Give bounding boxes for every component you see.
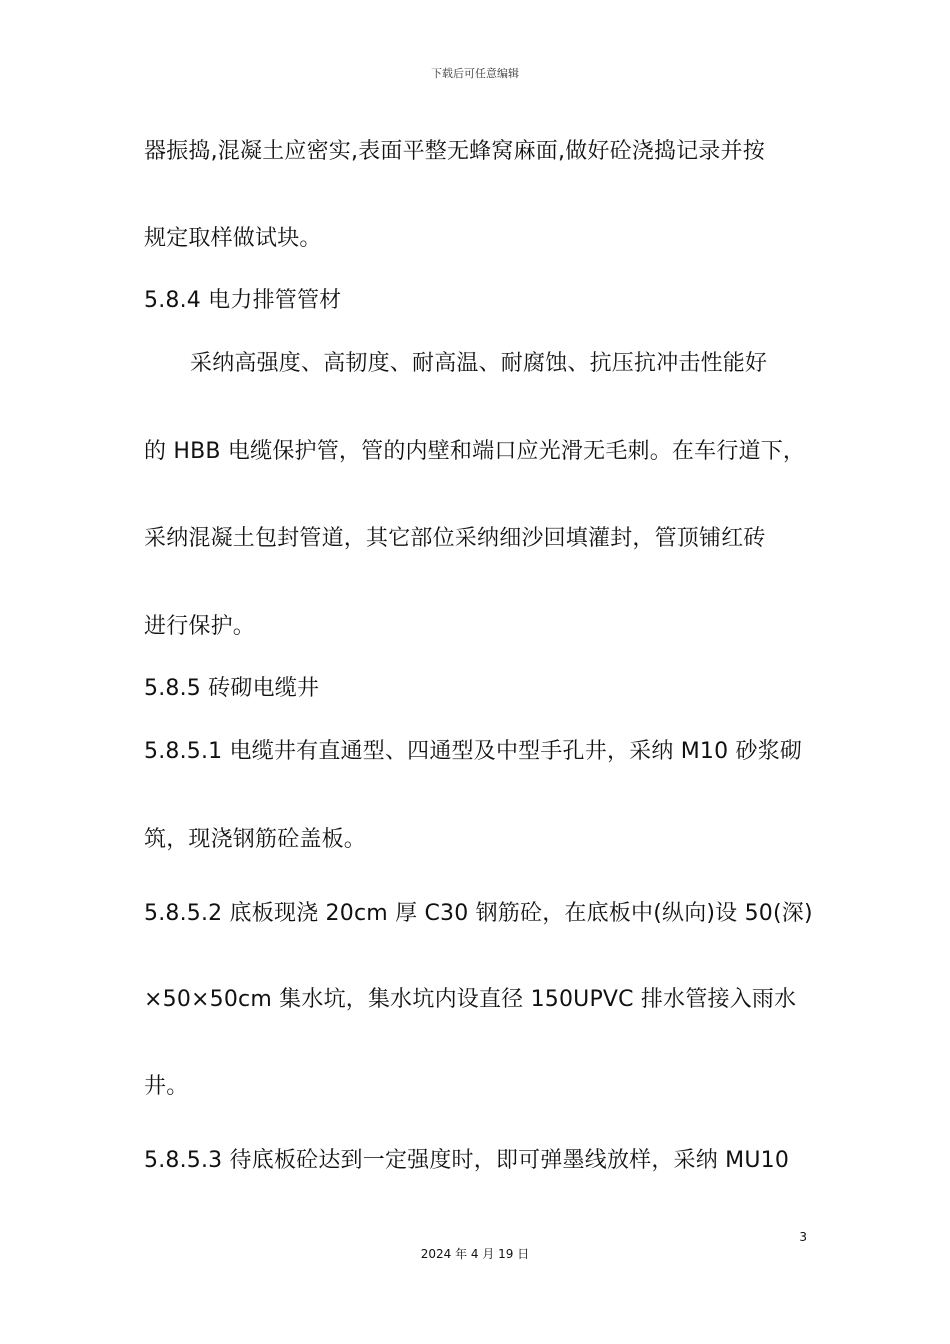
body-line: 的 HBB 电缆保护管，管的内壁和端口应光滑无毛刺。在车行道下，: [144, 439, 806, 464]
body-line: ×50×50cm 集水坑，集水坑内设直径 150UPVC 排水管接入雨水: [144, 987, 797, 1012]
body-line: 采纳混凝土包封管道，其它部位采纳细沙回填灌封，管顶铺红砖: [144, 526, 766, 551]
page-number: 3: [799, 1230, 807, 1244]
footer-date: 2024 年 4 月 19 日: [420, 1247, 530, 1261]
body-line: 采纳高强度、高韧度、耐高温、耐腐蚀、抗压抗冲击性能好: [190, 351, 768, 376]
page-header: 下载后可任意编辑: [431, 67, 519, 80]
section-heading: 5.8.4 电力排管管材: [144, 288, 342, 313]
section-heading: 5.8.5 砖砌电缆井: [144, 676, 320, 701]
body-line: 进行保护。: [144, 614, 256, 639]
body-line: 5.8.5.3 待底板砼达到一定强度时，即可弹墨线放样，采纳 MU10: [144, 1148, 790, 1173]
body-line: 5.8.5.2 底板现浇 20cm 厚 C30 钢筋砼，在底板中(纵向)设 50(深): [144, 901, 813, 926]
body-line: 器振捣,混凝土应密实,表面平整无蜂窝麻面,做好砼浇捣记录并按: [144, 139, 765, 164]
body-line: 筑，现浇钢筋砼盖板。: [144, 827, 367, 852]
body-line: 规定取样做试块。: [144, 226, 322, 251]
body-line: 井。: [144, 1074, 189, 1099]
body-line: 5.8.5.1 电缆井有直通型、四通型及中型手孔井，采纳 M10 砂浆砌: [144, 739, 803, 764]
